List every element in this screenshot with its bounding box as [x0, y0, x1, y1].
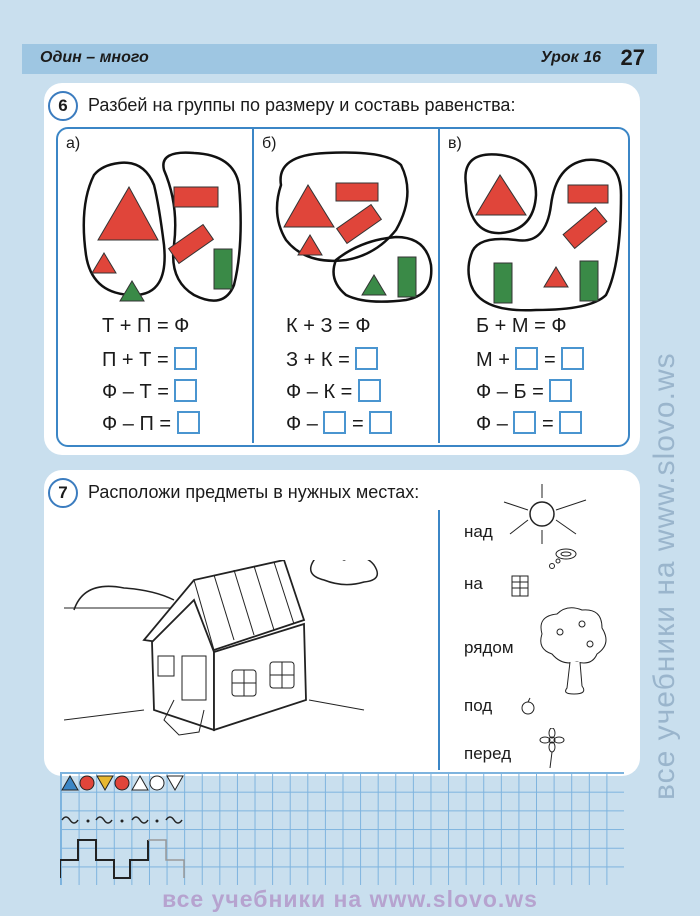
- answer-box[interactable]: [323, 411, 346, 434]
- topic-title: Один – много: [40, 49, 149, 66]
- answer-box[interactable]: [177, 411, 200, 434]
- answer-box[interactable]: [355, 347, 378, 370]
- pattern-triangle: [62, 776, 78, 790]
- house-illustration: [64, 560, 434, 770]
- pattern-triangle: [97, 776, 113, 790]
- equation: Ф – Т =: [102, 379, 197, 404]
- triangle-shape: [544, 267, 568, 287]
- answer-box[interactable]: [513, 411, 536, 434]
- answer-box[interactable]: [561, 347, 584, 370]
- equation: Ф – П =: [102, 411, 200, 436]
- equation: Б + М = Ф: [476, 315, 567, 337]
- triangle-shape: [98, 187, 158, 240]
- rectangle-shape: [563, 208, 607, 249]
- flower-icon: [536, 728, 568, 770]
- word-in-front: перед: [464, 744, 512, 763]
- rectangle-shape: [580, 261, 598, 301]
- task7-card: [44, 470, 640, 776]
- triangle-shape: [92, 253, 116, 273]
- pattern-circle: [80, 776, 94, 790]
- rectangle-shape: [494, 263, 512, 303]
- pattern-circle: [115, 776, 129, 790]
- chimney-icon: [508, 572, 532, 600]
- triangle-shape: [120, 281, 144, 301]
- lesson-label: Урок 16: [540, 49, 601, 66]
- equation: П + Т =: [102, 347, 197, 372]
- pattern-steps: [60, 840, 148, 878]
- task6-number: 6: [48, 91, 78, 121]
- tree-icon: [532, 604, 612, 698]
- task6-text: Разбей на группы по размеру и составь равенства:: [88, 95, 516, 115]
- panel-a-shapes: [74, 145, 244, 305]
- equation: Ф – Б =: [476, 379, 572, 404]
- triangle-shape: [284, 185, 334, 227]
- answer-box[interactable]: [174, 347, 197, 370]
- rectangle-shape: [174, 187, 218, 207]
- page-number: 27: [620, 45, 645, 70]
- equation: З + К =: [286, 347, 378, 372]
- apple-icon: [518, 696, 538, 716]
- page-header: [22, 44, 657, 74]
- answer-box[interactable]: [515, 347, 538, 370]
- equation: М + =: [476, 347, 584, 372]
- rectangle-shape: [398, 257, 416, 297]
- panel-b-label: б): [262, 135, 277, 152]
- pattern-circle: [150, 776, 164, 790]
- pattern-triangle: [167, 776, 183, 790]
- equation: К + З = Ф: [286, 315, 371, 337]
- sun-icon: [500, 482, 590, 546]
- answer-box[interactable]: [369, 411, 392, 434]
- equation: Ф – =: [476, 411, 582, 436]
- rectangle-shape: [337, 205, 382, 244]
- panel-a-label: а): [66, 135, 81, 152]
- panel-c-label: в): [448, 135, 462, 152]
- equation: Ф – К =: [286, 379, 381, 404]
- task7-number: 7: [48, 478, 78, 508]
- rectangle-shape: [214, 249, 232, 289]
- answer-box[interactable]: [559, 411, 582, 434]
- triangle-shape: [298, 235, 322, 255]
- pattern-wave: [62, 817, 78, 823]
- rectangle-shape: [336, 183, 378, 201]
- smoke-icon: [534, 546, 584, 582]
- panel-divider: [252, 129, 254, 443]
- panel-c-shapes: [456, 145, 626, 315]
- answer-box[interactable]: [358, 379, 381, 402]
- word-beside: рядом: [464, 638, 514, 657]
- word-under: под: [464, 696, 493, 715]
- answer-box[interactable]: [549, 379, 572, 402]
- panel-b-shapes: [266, 145, 436, 305]
- answer-box[interactable]: [174, 379, 197, 402]
- triangle-shape: [362, 275, 386, 295]
- task6-card: [44, 83, 640, 455]
- grid-pattern: [60, 774, 260, 884]
- word-on: на: [464, 574, 483, 593]
- side-watermark: все учебники на www.slovo.ws: [648, 352, 681, 800]
- pattern-triangle: [132, 776, 148, 790]
- equation: Т + П = Ф: [102, 315, 190, 337]
- equation: Ф – =: [286, 411, 392, 436]
- rectangle-shape: [568, 185, 608, 203]
- triangle-shape: [476, 175, 526, 215]
- column-divider: [438, 510, 440, 770]
- panel-divider: [438, 129, 440, 443]
- word-above: над: [464, 522, 493, 541]
- task7-text: Расположи предметы в нужных местах:: [88, 482, 420, 502]
- bottom-watermark: все учебники на www.slovo.ws: [162, 886, 538, 912]
